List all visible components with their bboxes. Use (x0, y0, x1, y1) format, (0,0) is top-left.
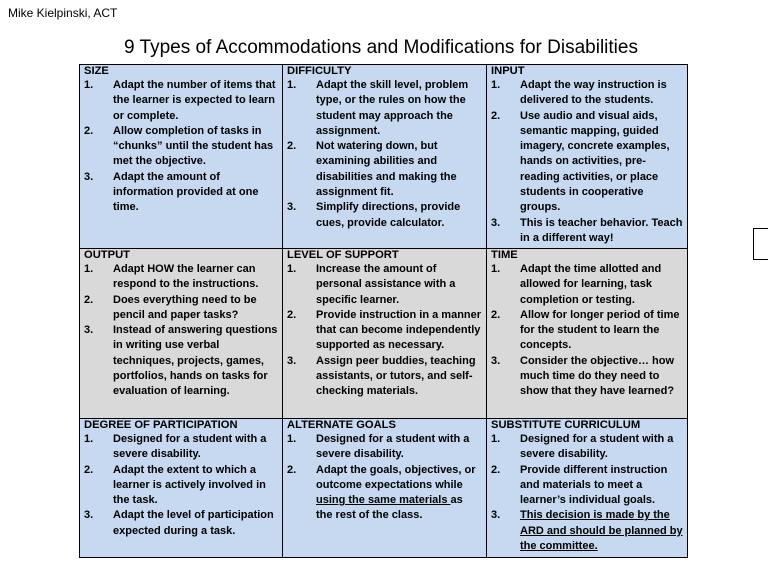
item-number: 3. (491, 216, 501, 229)
edge-box (753, 228, 768, 260)
item-text: Adapt the amount of information provided at one time. (113, 170, 259, 214)
cell-degree-of-participation (80, 419, 283, 557)
list-item (84, 170, 282, 216)
item-text: Does everything need to be pencil and paper tasks? (113, 293, 257, 321)
item-text: Instead of answering questions in writing use verbal techniques, projects, games, portfolios, hands on tasks for evaluation of learning. (113, 324, 278, 398)
item-text: This is teacher behavior. Teach in a different way! (520, 216, 683, 244)
cell-time (487, 249, 687, 419)
item-text: Allow for longer period of time for the student to learn the concepts. (520, 308, 680, 352)
item-text: Adapt the skill level, problem type, or the rules on how the student may approach the assignment. (316, 79, 469, 137)
item-text: Simplify directions, provide cues, provide calculator. (316, 201, 461, 229)
item-number: 2. (84, 293, 94, 306)
item-number: 3. (491, 354, 501, 367)
list-item (491, 109, 687, 216)
item-text: Use audio and visual aids, semantic mapping, guided imagery, concrete examples, hands on activities, pre-reading activities, or place students in cooperative groups. (520, 109, 670, 214)
item-number: 1. (491, 263, 501, 275)
item-number: 2. (287, 463, 297, 476)
item-text: Adapt the number of items that the learner is expected to learn or complete. (113, 79, 276, 122)
list-item (287, 432, 486, 463)
item-number: 3. (491, 509, 501, 522)
list-item (287, 78, 486, 139)
page-title: 9 Types of Accommodations and Modifications for Disabilities (124, 37, 638, 58)
list-item (287, 463, 486, 524)
item-text: Allow completion of tasks in “chunks” until the student has met the objective. (113, 124, 274, 168)
item-number: 3. (287, 201, 297, 214)
cell-alternate-goals (283, 419, 487, 557)
list-item (84, 262, 282, 293)
cell-level-of-support (283, 249, 487, 419)
list-item (84, 432, 282, 463)
cell-heading: DIFFICULTY (287, 65, 352, 77)
list-item (84, 293, 282, 324)
item-number: 2. (287, 140, 297, 153)
item-number: 1. (287, 433, 297, 445)
item-text: Designed for a student with a severe disability. (113, 433, 267, 461)
item-number: 2. (287, 308, 297, 321)
list-item (491, 508, 687, 554)
list-item (491, 216, 687, 247)
item-text-underlined: This decision is made by the ARD and should be planned by the committee. (520, 509, 683, 553)
item-number: 2. (491, 463, 501, 476)
item-text: Adapt the way instruction is delivered to the students. (520, 79, 667, 107)
list-item (84, 124, 282, 170)
list-item (491, 78, 687, 109)
cell-size (80, 65, 283, 249)
cell-input (487, 65, 687, 249)
item-text: Adapt HOW the learner can respond to the instructions. (113, 263, 259, 291)
list-item (287, 200, 486, 231)
cell-heading: TIME (491, 249, 518, 261)
item-number: 3. (84, 509, 94, 522)
list-item (287, 262, 486, 308)
list-item (84, 78, 282, 124)
item-number: 1. (287, 79, 297, 91)
item-number: 3. (84, 170, 94, 183)
item-text: Designed for a student with a severe disability. (520, 433, 674, 461)
author-name: Mike Kielpinski, ACT (8, 6, 118, 20)
item-number: 2. (84, 124, 94, 137)
item-text: Consider the objective… how much time do they need to show that they have learned? (520, 354, 675, 398)
item-number: 3. (287, 354, 297, 367)
list-item (491, 432, 687, 463)
item-text: Adapt the time allotted and allowed for learning, task completion or testing. (520, 263, 662, 306)
item-text: Provide different instruction and materials to meet a learner’s individual goals. (520, 463, 668, 507)
item-text-underlined: using the same materials (316, 494, 451, 507)
list-item (84, 323, 282, 399)
item-text-start: Adapt the goals, objectives, or outcome expectations while (316, 463, 476, 491)
item-number: 2. (491, 308, 501, 321)
list-item (491, 354, 687, 400)
item-text: Provide instruction in a manner that can become independently supported as necessary. (316, 308, 482, 352)
item-text: Increase the amount of personal assistance with a specific learner. (316, 263, 456, 306)
cell-difficulty (283, 65, 487, 249)
item-text: Designed for a student with a severe disability. (316, 433, 470, 461)
cell-heading: OUTPUT (84, 249, 130, 261)
list-item (491, 463, 687, 509)
item-number: 1. (287, 263, 297, 275)
item-text: Adapt the level of participation expected during a task. (113, 509, 274, 537)
item-text: Assign peer buddies, teaching assistants, or tutors, and self-checking materials. (316, 354, 476, 398)
list-item (491, 308, 687, 354)
accommodations-table (79, 64, 688, 558)
list-item (84, 508, 282, 539)
item-number: 3. (84, 324, 94, 337)
cell-heading: SIZE (84, 65, 109, 77)
cell-heading: SUBSTITUTE CURRICULUM (491, 419, 641, 431)
list-item (491, 262, 687, 308)
item-text: Adapt the extent to which a learner is actively involved in the task. (113, 463, 266, 507)
cell-substitute-curriculum (487, 419, 687, 557)
item-number: 2. (84, 463, 94, 476)
item-number: 2. (491, 109, 501, 122)
item-text-end: as the rest of the class. (316, 494, 463, 522)
item-number: 1. (491, 79, 501, 91)
item-text: Not watering down, but examining abilities and disabilities and making the assignment fit. (316, 140, 457, 199)
item-number: 1. (491, 433, 501, 445)
list-item (287, 354, 486, 400)
item-text (316, 463, 482, 524)
item-number: 1. (84, 79, 94, 91)
cell-output (80, 249, 283, 419)
cell-heading: LEVEL OF SUPPORT (287, 249, 399, 261)
list-item (287, 139, 486, 200)
item-number: 1. (84, 263, 94, 275)
cell-heading: DEGREE OF PARTICIPATION (84, 419, 238, 431)
list-item (287, 308, 486, 354)
cell-heading: ALTERNATE GOALS (287, 419, 396, 431)
item-number: 1. (84, 433, 94, 445)
cell-heading: INPUT (491, 65, 525, 77)
list-item (84, 463, 282, 509)
